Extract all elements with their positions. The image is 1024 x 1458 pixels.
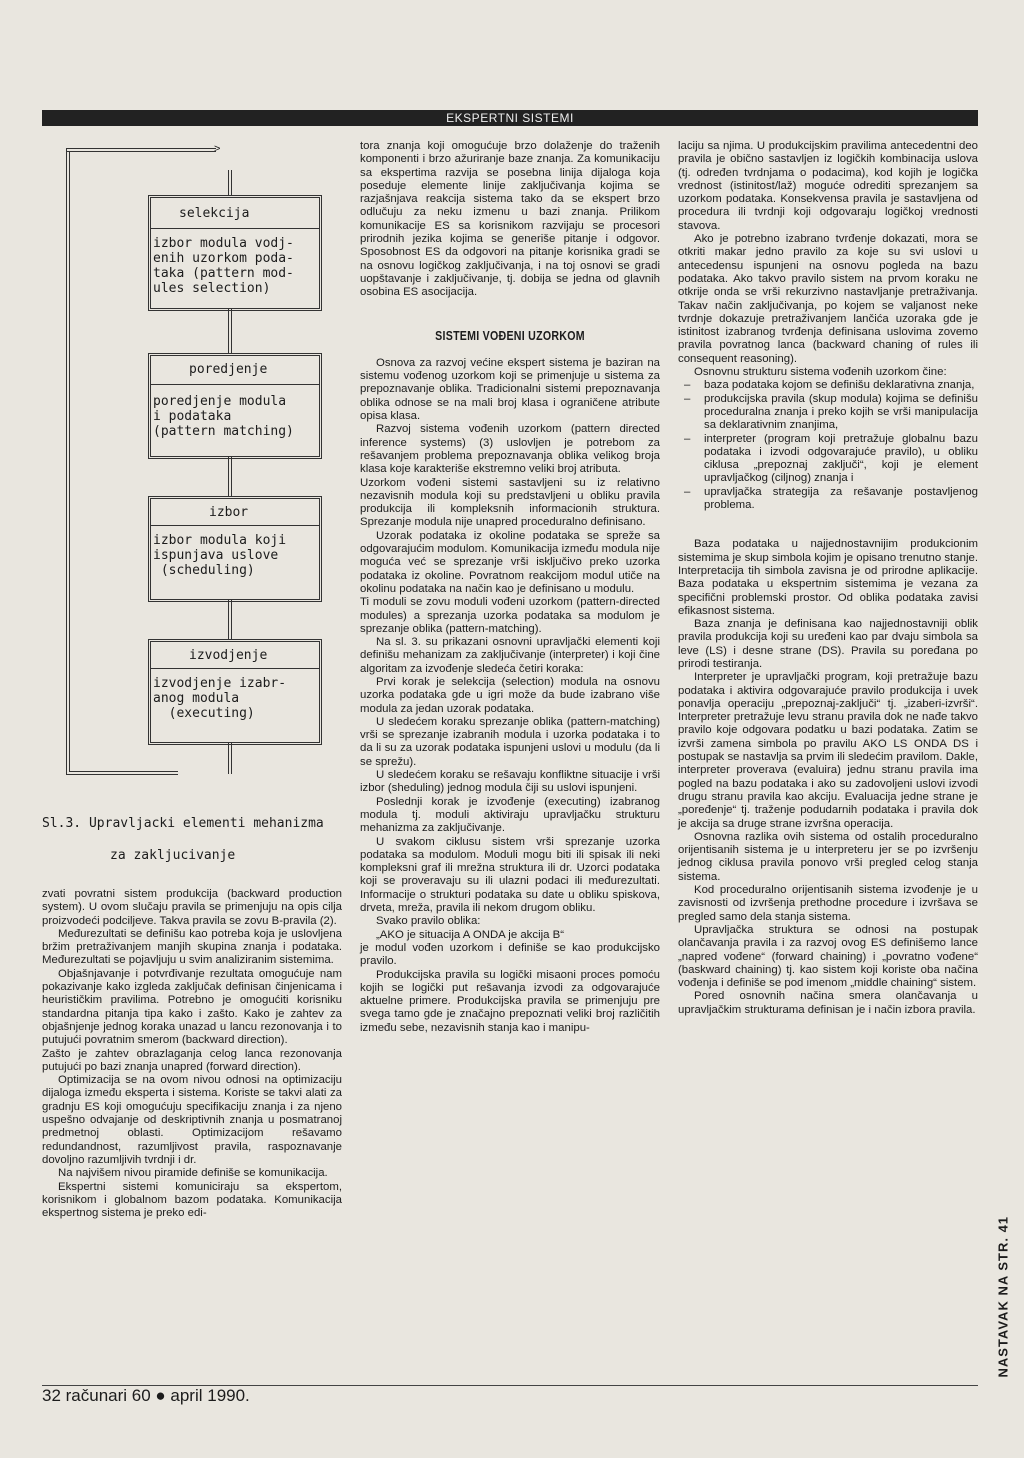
connector-line bbox=[231, 599, 232, 639]
connector-line bbox=[228, 742, 229, 774]
section-header-bar bbox=[42, 110, 978, 126]
page-footer: 32 računari 60 ● april 1990. bbox=[42, 1386, 250, 1405]
column-1-text bbox=[42, 888, 342, 1220]
box-title: izvodjenje bbox=[189, 648, 268, 663]
connector-line bbox=[228, 456, 229, 496]
paragraph: Poslednji korak je izvođenje (executing) izabranog modula tj. moduli aktiviraju upravljačku strukturu mehanizma za zaključivanje. bbox=[360, 795, 660, 835]
figure-caption-line1: Sl.3. Upravljacki elementi mehanizma bbox=[42, 816, 324, 831]
paragraph: „AKO je situacija A ONDA je akcija B“ bbox=[376, 928, 565, 941]
paragraph: Na najvišem nivou piramide definiše se komunikacija. bbox=[58, 1167, 328, 1180]
paragraph: Prvi korak je selekcija (selection) modula na osnovu uzorka podataka gde u igri može da bude izabrano više modula za jedan uzorak podataka. bbox=[360, 675, 660, 715]
paragraph: Međurezultati se definišu kao potreba koja je uslovljena bržim pretraživanjem manjih skupina znanja i podataka. Međurezultati se pojavljuju u svim analiziranim sistemima. bbox=[42, 927, 342, 967]
paragraph: Uzorak podataka iz okoline podataka se spreže sa odgovarajućim modulom. Komunikacija između modula nije moguća već se sprezanje vrši isključivo preko uzorka podataka iz okoline. Povratnom reakcijom modul utiče na okolinu podataka na način kao je definisano u modulu. bbox=[360, 529, 660, 595]
column-3-text bbox=[678, 140, 978, 1017]
box-divider bbox=[151, 384, 319, 385]
connector-line bbox=[228, 308, 229, 353]
list-item: – baza podataka kojom se definišu deklarativna znanja, bbox=[678, 379, 978, 392]
paragraph: Ti moduli se zovu moduli vođeni uzorkom (pattern-directed modules) a sprezanja uzorka podataka sa modulom je sprezanje oblika (pattern-matching). bbox=[360, 596, 660, 635]
paragraph: Upravljačka struktura se odnosi na postupak olančavanja pravila i za razvoj ovog ES definišemo lance „napred vođene“ (forward chaining) i „povratno vođene“ (baskward chaining) tj. kao sistem koji koriste oba načina vođenja i definiše se pod imenom „middle chaining“ sistem. bbox=[678, 923, 978, 990]
paragraph: zvati povratni sistem produkcija (backward production system). U ovom slučaju pravila se primenjuju na opis cilja proizvodeći podciljeve. Takva pravila se zovu B-pravila (2). bbox=[42, 888, 342, 927]
connector-line bbox=[228, 599, 229, 639]
list-item: – interpreter (program koji pretražuje globalnu bazu podataka i izvodi odgovarajuće pravilo), u obliku ciklusa „prepoznaj zaključi“, koji je element upravljačkog (ciljnog) znanja i bbox=[678, 433, 978, 486]
paragraph: Ekspertni sistemi komuniciraju sa ekspertom, korisnikom i globalnom bazom podataka. Komunikacija ekspertnog sistema je preko edi- bbox=[42, 1180, 342, 1220]
box-body: izvodjenje izabr- anog modula (executing) bbox=[153, 676, 287, 721]
paragraph: Ako je potrebno izabrano tvrđenje dokazati, mora se otkriti makar jedno pravilo za koje su svi uslovi u antecedensu ispunjeni na osnovu pogleda na bazu podataka. Ako takvo pravilo sistem na prvom koraku ne otkrije onda se vrši rekurzivno nastavljanje pretraživanja. Takav način zaključivanja, po kojem se valjanost neke tvrdnje dokazuje pretraživanjem lančića uzoraka gde je istinitost izabranog tvrđenja definisana uslovima zovemo pravila povratnog lanca (backward chaning of rules ili consequent reasoning). bbox=[678, 233, 978, 365]
list-item: – produkcijska pravila (skup modula) kojima se definišu proceduralna znanja i preko kojih se vrši manipulacija sa deklarativnim znanjima, bbox=[678, 393, 978, 433]
paragraph: U sledećem koraku sprezanje oblika (pattern-matching) vrši se sprezanje izabranih modula i uzorka podataka i to da li su za uzorak podataka ispunjeni uslovi u modulu (da li se sprežu). bbox=[360, 715, 660, 768]
flow-box-selekcija bbox=[148, 195, 322, 311]
paragraph: Svako pravilo oblika: bbox=[376, 915, 481, 928]
arrow-right-icon: > bbox=[214, 143, 221, 155]
paragraph: Baza znanja je definisana kao najjednostavniji oblik pravila produkcija koji su uređeni kao par dvaju simbola sa leve (LS) i desne strane (DS). Pravila su poređana po prirodi testiranja. bbox=[678, 618, 978, 670]
connector-line bbox=[231, 456, 232, 496]
box-title: poredjenje bbox=[189, 362, 268, 377]
list-item: – upravljačka strategija za rešavanje postavljenog problema. bbox=[678, 486, 978, 513]
paragraph: Uzorkom vođeni sistemi sastavljeni su iz relativno nezavisnih modula koji su predstavljeni u obliku pravila produkcija ili kompleksnih informacionih struktura. Sprezanje modula nije unapred proceduralno definisano. bbox=[360, 476, 660, 529]
column-2-text bbox=[360, 140, 660, 1035]
connector-line bbox=[231, 742, 232, 774]
loop-bottom-line-2 bbox=[69, 771, 178, 772]
loop-bottom-line bbox=[66, 774, 178, 775]
paragraph: tora znanja koji omogućuje brzo dolaženje do traženih komponenti i brzo ažuriranje baze znanja. Za komunikaciju sa ekspertima razvija se posebna linija dijaloga koja poseduje elemente linije zaključivanja kojima se razjašnjava reakcija sistema tako da se ekspert brzo odlučuju za neku izmenu u bazi znanja. Prilikom komunikacije ES sa korisnikom razvijaju se procesori prirodnih jezika kojima se generiše pitanje i odgovor. Sposobnost ES da odgovori na pitanje korisnika gradi se na osnovu logičkog zaključivanja, i na toj osnovi se gradi uopštavanje i zaključivanje, tj. dobija se jedna od glavnih osobina ES asocijacija. bbox=[360, 140, 660, 299]
section-title: EKSPERTNI SISTEMI bbox=[446, 111, 574, 125]
paragraph: Osnovna razlika ovih sistema od ostalih proceduralno orijentisanih sistema je u interpreteru jer se po izvršenju jednog ciklusa pravila ponovo vrši pregled celog stanja sistema. bbox=[678, 830, 978, 883]
box-body: poredjenje modula i podataka (pattern matching) bbox=[153, 394, 294, 439]
paragraph: U svakom ciklusu sistem vrši sprezanje uzorka podataka sa modulom. Moduli mogu biti ili spisak ili neki kompleksni graf ili mrežna struktura ili dr. Uzorci podataka koji se proveravaju su ili ulazni podaci ili međurezultati. Informacije o strukturi podataka su date u obliku spiskova, drveta, mreža, pravila ili nekom drugom obliku. bbox=[360, 835, 660, 915]
paragraph: je modul vođen uzorkom i definiše se kao produkcijsko pravilo. bbox=[360, 941, 660, 968]
flow-diagram bbox=[60, 140, 350, 790]
paragraph: Kod proceduralno orijentisanih sistema izvođenje je u zavisnosti od izvršenja prethodne procedure i izvršava se pregled samo dela stanja sistema. bbox=[678, 884, 978, 923]
box-body: izbor modula vodj- enih uzorkom poda- taka (pattern mod- ules selection) bbox=[153, 236, 294, 296]
paragraph: Na sl. 3. su prikazani osnovni upravljački elementi koji definišu mehanizam za zaključivanje (interpreter) i koji čine algoritam za izvođenje sledeća četiri koraka: bbox=[360, 636, 660, 675]
box-body: izbor modula koji ispunjava uslove (scheduling) bbox=[153, 533, 287, 578]
paragraph: U sledećem koraku se rešavaju konfliktne situacije i vrši izbor (sheduling) jednog modula čiji su uslovi ispunjeni. bbox=[360, 769, 660, 795]
connector-line bbox=[228, 170, 229, 195]
continued-label bbox=[985, 1215, 1011, 1380]
box-divider bbox=[151, 525, 319, 526]
connector-line bbox=[231, 308, 232, 353]
paragraph: laciju sa njima. U produkcijskim pravilima antecedentni deo pravila je obično sastavljen iz logičkih kombinacija uslova (tj. određen tvrdnjama o podacima), kod kojih je logička vrednost (istinitost/laž) moguće odrediti sprezanjem sa uzorkom podataka. Konsekvensa pravila je sastavljena od procedura ili tvrdnji koji odgovaraju logičkoj vrednosti stavova. bbox=[678, 140, 978, 232]
paragraph: Zašto je zahtev obrazlaganja celog lanca rezonovanja putujući po bazi znanja unapred (forward direction). bbox=[42, 1047, 342, 1073]
flow-box-izbor bbox=[148, 496, 322, 602]
loop-top-line-2 bbox=[66, 151, 216, 152]
section-heading: SISTEMI VOĐENI UZORKOM bbox=[435, 328, 585, 343]
paragraph: Pored osnovnih načina smera olančavanja u upravljačkim strukturama definisan je i način izbora pravila. bbox=[678, 990, 978, 1016]
loop-left-line bbox=[66, 148, 67, 774]
paragraph: Osnovnu strukturu sistema vođenih uzorkom čine: bbox=[694, 366, 947, 379]
paragraph: Produkcijska pravila su logički misaoni proces pomoću kojih se logički put rešavanja izvodi za odgovarajuće aktuelne primere. Produkcijska pravila se primenjuju pre svega tamo gde je značajno prepoznati veliki broj različitih između sebe, nezavisnih stanja kao i manipu- bbox=[360, 968, 660, 1034]
paragraph: Baza podataka u najjednostavnijim produkcionim sistemima je skup simbola kojim je opisano trenutno stanje. Interpretacija tih simbola zavisna je od prirodne aplikacije. Baza podataka u ekspertnim sistemima je vezana za specifični problemski prostor. Od oblika podataka zavisi efikasnost sistema. bbox=[678, 538, 978, 617]
paragraph: Osnova za razvoj većine ekspert sistema je baziran na sistemu vođenog uzorkom koji se primenjuje u sistema za prepoznavanje oblika. Tradicionalni sistemi prepoznavanja oblika odnose se na mali broj klasa i ograničene atribute opisa klasa. bbox=[360, 356, 660, 423]
continued-label-text: NASTAVAK NA STR. 41 bbox=[995, 1215, 1011, 1378]
structure-list bbox=[678, 379, 978, 512]
loop-left-line-2 bbox=[69, 151, 70, 771]
paragraph: Razvoj sistema vođenih uzorkom (pattern directed inference systems) (3) uslovljen je potrebom za rešavanjem problema prepoznavanja oblika velikog broja klasa koje karakteriše ekstremno veliki broj atributa. bbox=[360, 423, 660, 476]
box-divider bbox=[151, 668, 319, 669]
paragraph: Optimizacija se na ovom nivou odnosi na optimizaciju dijaloga između eksperta i sistema. Koriste se takvi alati za gradnju ES koji omogućuju specifikaciju znanja i za njeno uspešno odvajanje od deskriptivnih znanja u posmatranoj predmetnoj oblasti. Optimizacijom rešavamo redundandnost, razumljivost pravila, raspoznavanje dovoljno razumljivih tvrdnji i dr. bbox=[42, 1074, 342, 1166]
loop-top-line bbox=[66, 148, 216, 149]
connector-line bbox=[231, 170, 232, 195]
figure-caption-line2: za zakljucivanje bbox=[110, 848, 236, 863]
flow-box-poredjenje bbox=[148, 353, 322, 459]
box-title: izbor bbox=[209, 505, 249, 520]
paragraph: Interpreter je upravljački program, koji pretražuje bazu podataka i aktivira odgovarajuće pravilo produkcija i uvek ponavlja operaciju „prepoznaj-zaključi“ tj. „izaberi-izvrši“. Interpreter pretražuje levu stranu pravila dok ne nađe takvo pravilo koje odgovara podatku u bazi podataka. Zatim se izvrši zamena simbola po pravilu AKO LS ONDA DS i postupak se nastavlja sa prvim ili sledećim pravilom. Dakle, interpreter proverava (evaluira) jednu stranu pravila ima pogled na bazu podataka i ako su zadovoljeni uslovi izvodi drugu stranu pravila kao akciju. Evaluacija jedne strane je „poređenje“ tj. traženje podudarnih podataka i pravila dok je akcija sa druge strane izvršna operacija. bbox=[678, 671, 978, 830]
box-title: selekcija bbox=[179, 206, 250, 221]
flow-box-izvodjenje bbox=[148, 639, 322, 745]
box-divider bbox=[151, 228, 319, 229]
paragraph: Objašnjavanje i potvrđivanje rezultata omogućuje nam pokazivanje kako izgleda zaključak definisan činjenicama i heurističkim pravilima. Potrebno je omogućiti korisniku standardna pitanja tipa kako i zašto. Kako je zahtev za objašnjenje jednog koraka unazad u lancu rezonovanja i to putujući povratnim smerom (backward direction). bbox=[42, 967, 342, 1047]
